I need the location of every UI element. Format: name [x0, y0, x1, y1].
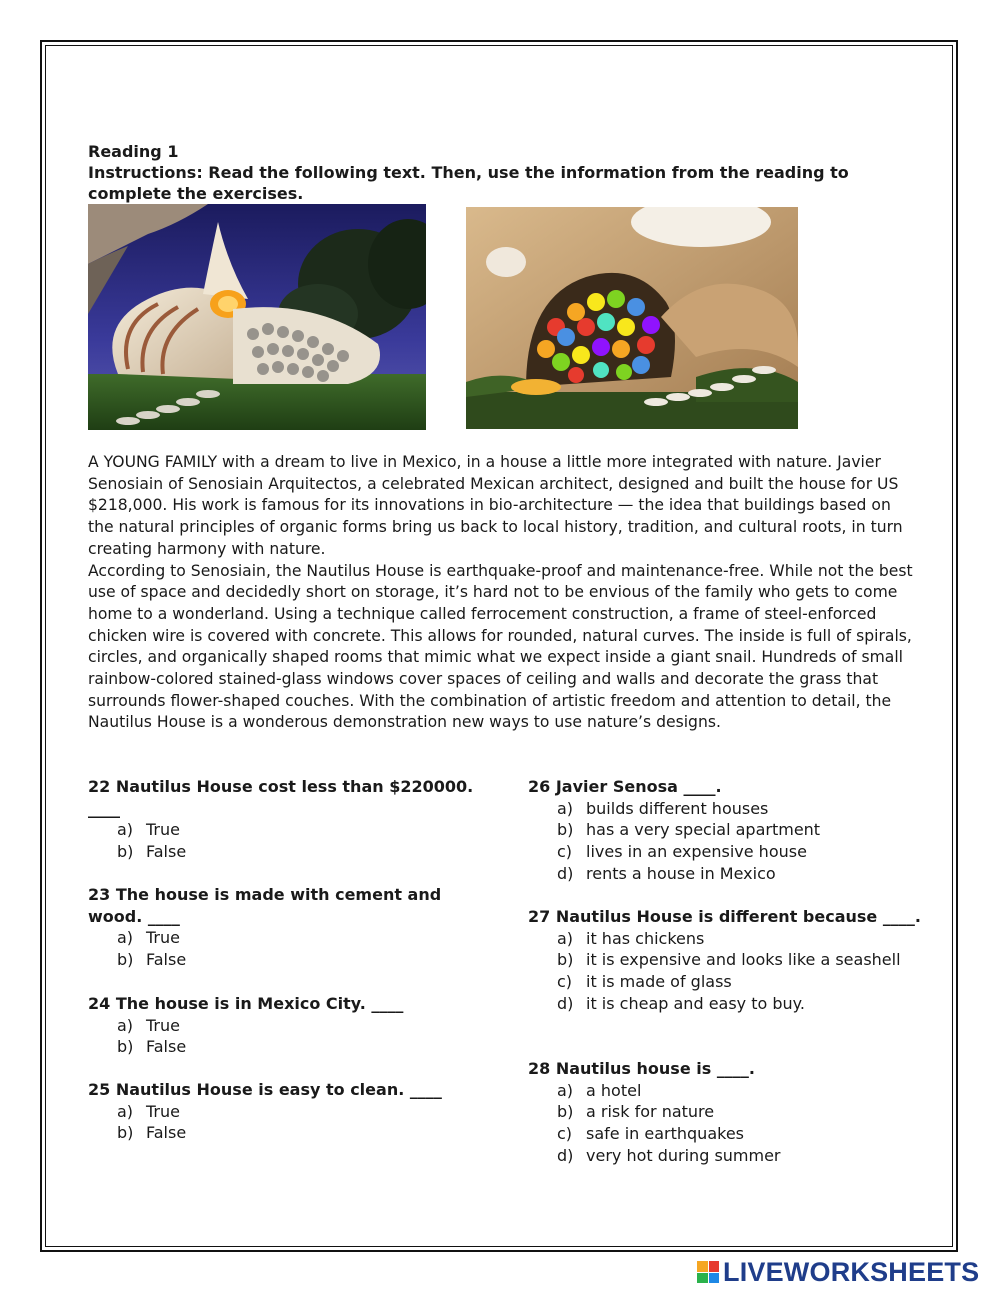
question-25 [88, 1079, 508, 1144]
reading-passage [88, 452, 918, 734]
answer-option[interactable]: a) True [117, 820, 180, 840]
answer-option[interactable]: c) safe in earthquakes [557, 1124, 744, 1144]
answer-option[interactable]: b) it is expensive and looks like a seashell [557, 950, 901, 970]
answer-option[interactable]: b) False [117, 842, 187, 862]
question-26 [528, 776, 928, 885]
answer-option[interactable]: b) False [117, 1123, 187, 1143]
worksheet-title: Reading 1 [88, 142, 179, 161]
nautilus-interior-illustration [466, 207, 798, 429]
question-28 [528, 1058, 928, 1167]
answer-option[interactable]: b) False [117, 950, 187, 970]
worksheet-instructions: Instructions: Read the following text. Then, use the information from the reading to complete the exercises. [88, 163, 849, 203]
passage-paragraph-2: According to Senosiain, the Nautilus House is earthquake-proof and maintenance-free. While not the best use of space and decidedly short on storage, it’s hard not to be envious of the family who gets to come home to a wonderland. Using a technique called ferrocement construction, a frame of steel-enforced chicken wire is covered with concrete. This allows for rounded, natural curves. The inside is full of spirals, circles, and organically shaped rooms that mimic what we expect inside a giant snail. Hundreds of small rainbow-colored stained-glass windows cover spaces of ceiling and walls and decorate the grass that surrounds flower-shaped couches. With the combination of artistic freedom and attention to detail, the Nautilus House is a wonderous demonstration new ways to use nature’s designs. [88, 561, 913, 732]
question-text: 28 Nautilus house is ____. [528, 1059, 755, 1078]
answer-option[interactable]: a) it has chickens [557, 928, 705, 948]
answer-option[interactable]: d) very hot during summer [557, 1145, 781, 1165]
liveworksheets-logo [697, 1257, 979, 1287]
answer-option[interactable]: a) True [117, 928, 180, 948]
passage-paragraph-1: A YOUNG FAMILY with a dream to live in Mexico, in a house a little more integrated with nature. Javier Senosiain of Senosiain Arquitectos, a celebrated Mexican architect, designed and built the house for US $218,000. His work is famous for its innovations in bio-architecture — the idea that buildings based on the natural principles of organic forms bring us back to local history, tradition, and cultural roots, in turn creating harmony with nature. [88, 453, 903, 558]
question-text: 27 Nautilus House is different because ____. [528, 907, 921, 926]
answer-option[interactable]: c) it is made of glass [557, 972, 732, 992]
question-text: 24 The house is in Mexico City. ____ [88, 994, 404, 1013]
answer-option[interactable]: a) True [117, 1015, 180, 1035]
answer-option[interactable]: a) True [117, 1101, 180, 1121]
question-text: 23 The house is made with cement and wood. ____ [88, 885, 442, 926]
answer-option[interactable]: b) has a very special apartment [557, 820, 821, 840]
liveworksheets-logo-icon [697, 1261, 719, 1283]
question-text: 25 Nautilus House is easy to clean. ____ [88, 1080, 442, 1099]
nautilus-exterior-photo [88, 204, 426, 430]
answer-option[interactable]: a) builds different houses [557, 798, 769, 818]
answer-option[interactable]: c) lives in an expensive house [557, 842, 807, 862]
answer-option[interactable]: d) rents a house in Mexico [557, 863, 776, 883]
answer-option[interactable]: a) a hotel [557, 1080, 642, 1100]
question-22 [88, 776, 488, 863]
nautilus-interior-photo [466, 207, 798, 429]
answer-option[interactable]: b) False [117, 1037, 187, 1057]
question-27 [528, 906, 928, 1015]
nautilus-exterior-illustration [88, 204, 426, 430]
question-text: 26 Javier Senosa ____. [528, 777, 722, 796]
question-23 [88, 884, 488, 971]
question-24 [88, 993, 488, 1058]
liveworksheets-logo-text: LIVEWORKSHEETS [723, 1256, 980, 1287]
question-text: 22 Nautilus House cost less than $220000. ____ [88, 777, 474, 818]
answer-option[interactable]: b) a risk for nature [557, 1102, 715, 1122]
answer-option[interactable]: d) it is cheap and easy to buy. [557, 993, 805, 1013]
